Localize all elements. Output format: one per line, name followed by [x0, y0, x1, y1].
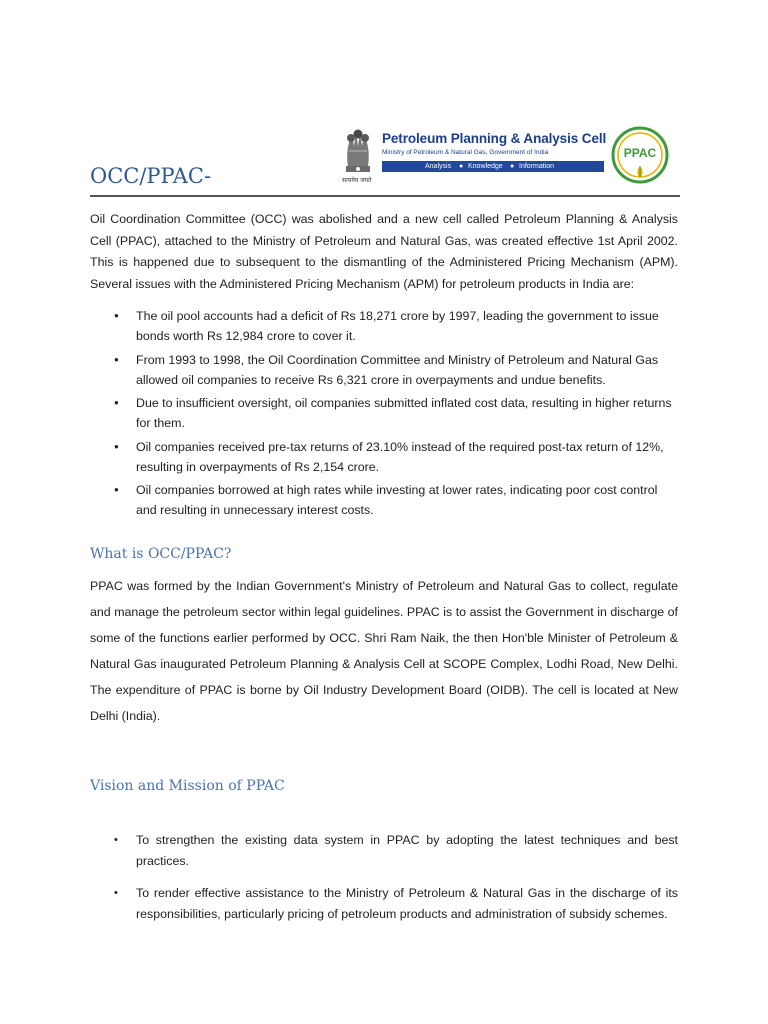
- separator-dot-icon: ●: [510, 163, 515, 170]
- list-item: • To render effective assistance to the Ministry of Petroleum & Natural Gas in the discharge of its responsibilities, particularly pricing of petroleum products and administration of subsidy schemes.: [90, 883, 678, 924]
- list-item: • To strengthen the existing data system in PPAC by adopting the latest techniques and best practices.: [90, 830, 678, 871]
- org-name: Petroleum Planning & Analysis Cell: [382, 131, 607, 146]
- apm-issues-list: [90, 306, 678, 524]
- intro-paragraph: Oil Coordination Committee (OCC) was abolished and a new cell called Petroleum Planning & Analysis Cell (PPAC), attached to the Ministry of Petroleum and Natural Gas, was created effective 1st April 2002. This is happened due to subsequent to the dismantling of the Administered Pricing Mechanism (APM). Several issues with the Administered Pricing Mechanism (APM) for petroleum products in India are:: [90, 212, 678, 291]
- section-heading-vision-mission: Vision and Mission of PPAC: [90, 778, 285, 794]
- what-is-paragraph: PPAC was formed by the Indian Government's Ministry of Petroleum and Natural Gas to collect, regulate and manage the petroleum sector within legal guidelines. PPAC is to assist the Government in discharge of some of the functions earlier performed by OCC. Shri Ram Naik, the then Hon'ble Minister of Petroleum & Natural Gas inaugurated Petroleum Planning & Analysis Cell at SCOPE Complex, Lodhi Road, New Delhi. The expenditure of PPAC is borne by Oil Industry Development Board (OIDB). The cell is located at New Delhi (India).: [90, 579, 678, 723]
- tagline-item: Knowledge: [468, 163, 503, 170]
- title-divider: [90, 195, 680, 197]
- ppac-logo-text: PPAC: [623, 146, 657, 160]
- section-heading-what-is: What is OCC/PPAC?: [90, 546, 232, 562]
- ministry-subtitle: Ministry of Petroleum & Natural Gas, Government of India: [382, 149, 549, 156]
- emblem-caption: सत्यमेव जयते: [342, 177, 372, 184]
- list-item: ● From 1993 to 1998, the Oil Coordination Committee and Ministry of Petroleum and Natural Gas allowed oil companies to receive Rs 6,321 crore in overpayments and undue benefits.: [90, 350, 678, 390]
- separator-dot-icon: ●: [459, 163, 464, 170]
- vision-mission-list: [90, 830, 678, 924]
- document-title: OCC/PPAC-: [90, 164, 212, 188]
- list-item: ● Oil companies borrowed at high rates while investing at lower rates, indicating poor cost control and resulting in unnecessary interest costs.: [90, 480, 678, 520]
- list-item: ● Due to insufficient oversight, oil companies submitted inflated cost data, resulting in higher returns for them.: [90, 393, 678, 433]
- list-item: ● Oil companies received pre-tax returns of 23.10% instead of the required post-tax return of 12%, resulting in overpayments of Rs 2,154 crore.: [90, 437, 678, 477]
- tagline-strip: [382, 161, 604, 172]
- list-item: ● The oil pool accounts had a deficit of Rs 18,271 crore by 1997, leading the government to issue bonds worth Rs 12,984 crore to cover it.: [90, 306, 678, 346]
- tagline-item: Information: [519, 163, 555, 170]
- ppac-logo-icon: [610, 126, 670, 184]
- tagline-item: Analysis: [425, 163, 452, 170]
- ppac-banner: [340, 124, 672, 186]
